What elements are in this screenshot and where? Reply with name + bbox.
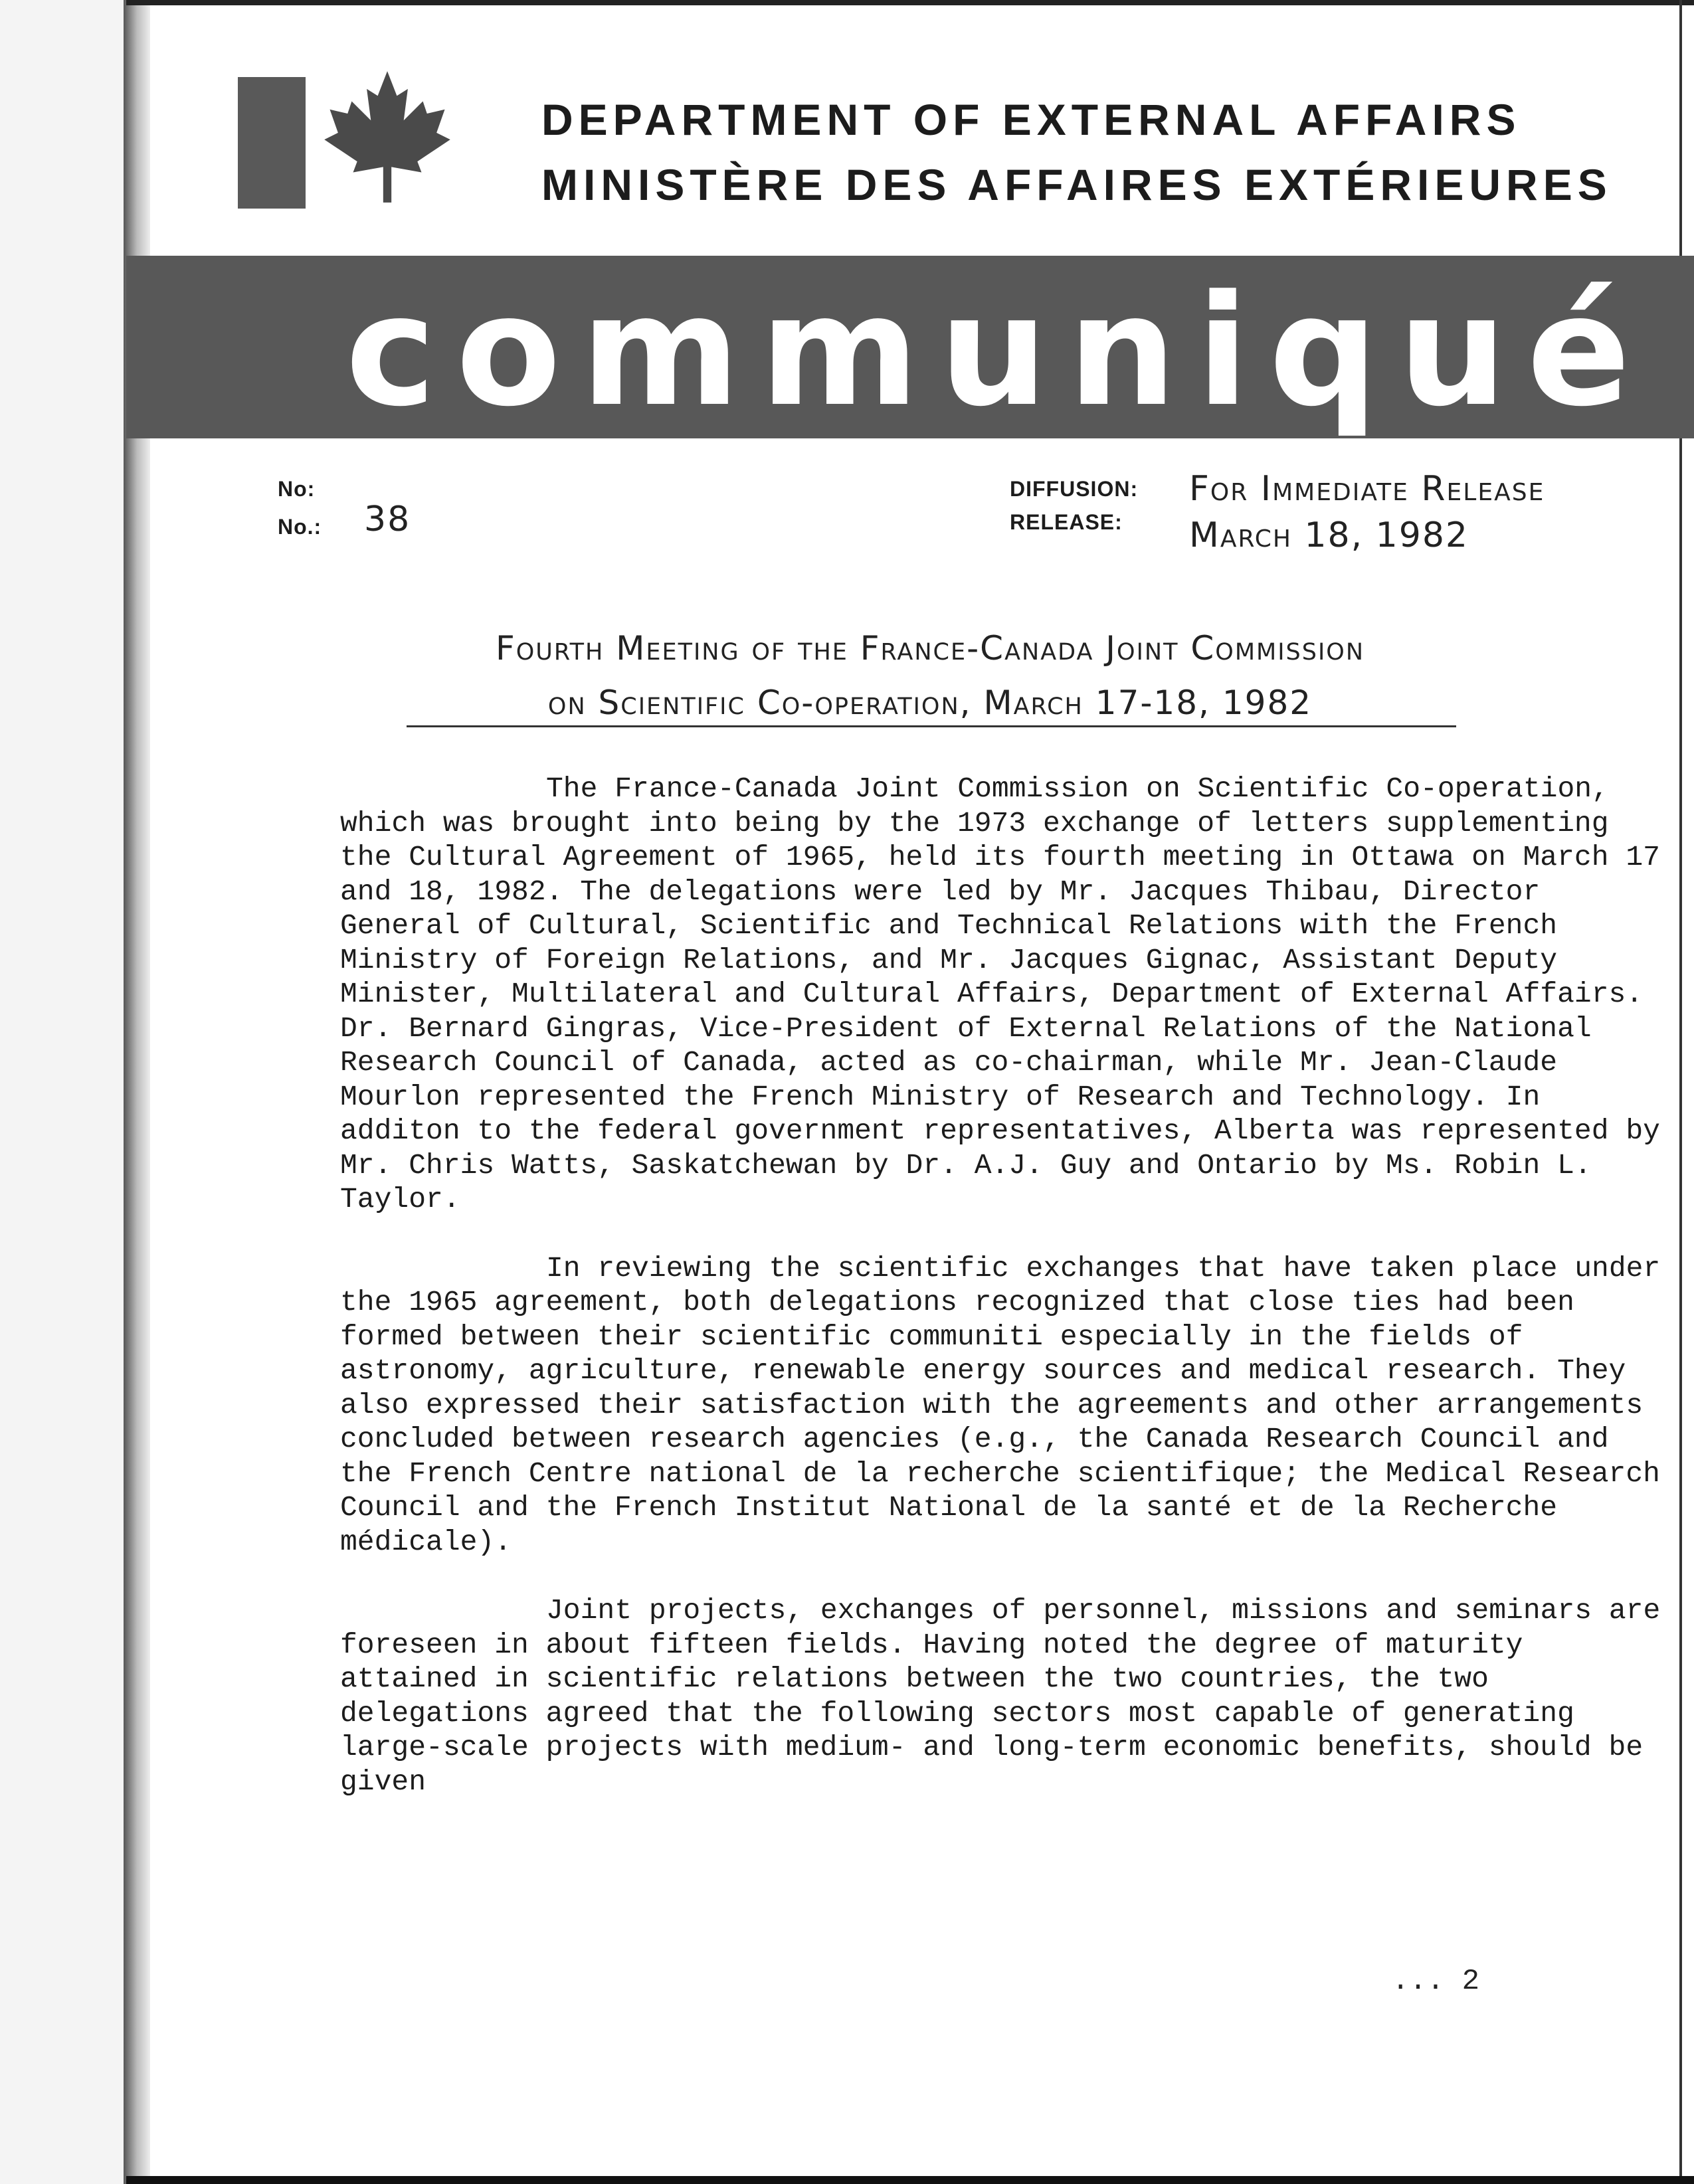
department-name-french: MINISTÈRE DES AFFAIRES EXTÉRIEURES	[541, 160, 1612, 209]
diffusion-label: DIFFUSION:	[1010, 477, 1139, 501]
scan-top-edge	[126, 0, 1694, 5]
release-label: RELEASE:	[1010, 510, 1123, 534]
communique-banner-text: communiqué	[345, 263, 1651, 440]
release-date: March 18, 1982	[1189, 515, 1469, 555]
title-line-2: on Scientific Co-operation, March 17-18, 1982	[547, 683, 1313, 722]
body-text	[340, 772, 1675, 1833]
paragraph-3: Joint projects, exchanges of personnel, missions and seminars are foreseen in about fifteen fields. Having noted the degree of maturity attained in scientific relations between the two countries, the two delegations agreed that the following sectors most capable of generating large-scale projects with medium- and long-term economic benefits, should be given	[340, 1594, 1661, 1798]
number-label-french: No:	[278, 477, 316, 501]
communique-number: 38	[364, 500, 411, 539]
flag-bar-icon	[238, 77, 306, 209]
title-underline	[407, 725, 1456, 727]
scan-left-margin	[0, 0, 126, 2184]
department-name-english: DEPARTMENT OF EXTERNAL AFFAIRS	[541, 95, 1521, 144]
document-title	[405, 621, 1455, 730]
title-line-1: Fourth Meeting of the France-Canada Joint Commission	[495, 629, 1365, 668]
paragraph-2: In reviewing the scientific exchanges that have taken place under the 1965 agreement, both delegations recognized that close ties had been formed between their scientific communiti especially in the fields of astronomy, agriculture, renewable energy sources and medical research. They also expressed their satisfaction with the agreements and other arrangements concluded between research agencies (e.g., the Canada Research Council and the French Centre national de la recherche scientifique; the Medical Research Council and the French Institut National de la santé et de la Recherche médicale).	[340, 1251, 1661, 1558]
maple-leaf-icon	[319, 66, 456, 207]
number-label-english: No.:	[278, 515, 322, 539]
continued-marker: ... 2	[1392, 1965, 1480, 1998]
paragraph-1: The France-Canada Joint Commission on Scientific Co-operation, which was brought into being by the 1973 exchange of letters supplementing the Cultural Agreement of 1965, held its fourth meeting in Ottawa on March 17 and 18, 1982. The delegations were led by Mr. Jacques Thibau, Director General of Cultural, Scientific and Technical Relations with the French Ministry of Foreign Relations, and Mr. Jacques Gignac, Assistant Deputy Minister, Multilateral and Cultural Affairs, Department of External Affairs. Dr. Bernard Gingras, Vice-President of External Relations of the National Research Council of Canada, acted as co-chairman, while Mr. Jean-Claude Mourlon represented the French Ministry of Research and Technology. In additon to the federal government representatives, Alberta was represented by Mr. Chris Watts, Saskatchewan by Dr. A.J. Guy and Ontario by Ms. Robin L. Taylor.	[340, 773, 1660, 1216]
scan-bottom-edge	[126, 2176, 1694, 2184]
diffusion-value: For Immediate Release	[1189, 469, 1545, 509]
